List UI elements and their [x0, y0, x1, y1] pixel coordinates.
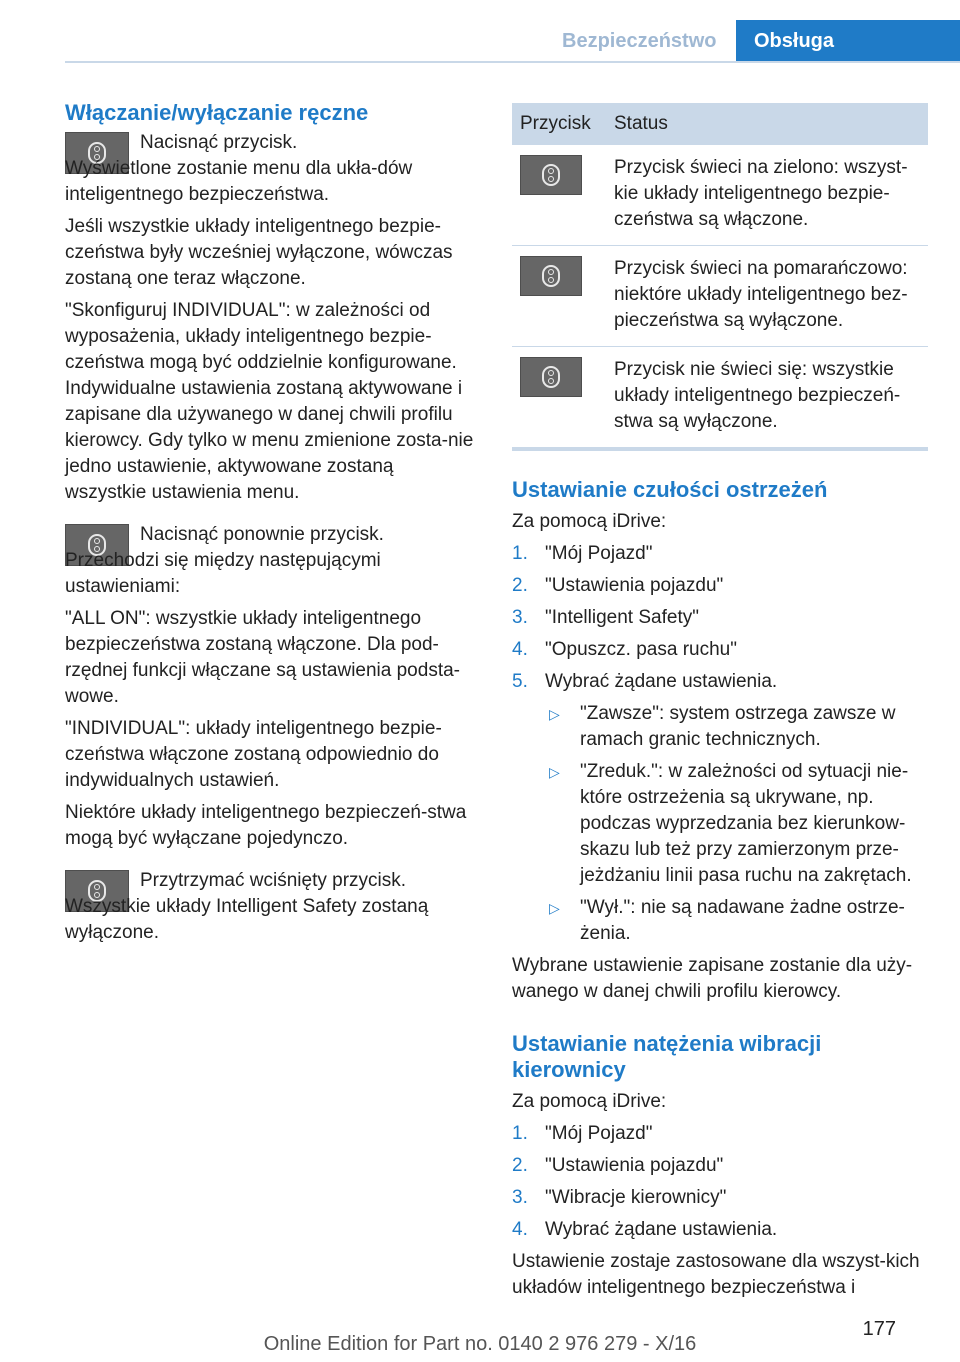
menu-shown-text: Wyświetlone zostanie menu dla ukła-dów inteligentnego bezpieczeństwa.	[65, 158, 413, 205]
table-header-status: Status	[606, 103, 928, 145]
all-off-text: Wszystkie układy Intelligent Safety zostaną wyłączone.	[65, 896, 429, 943]
list-item: 1. "Mój Pojazd"	[512, 1123, 653, 1144]
manual-toggle-heading: Włączanie/wyłączanie ręczne	[65, 100, 369, 125]
list-item: 2. "Ustawienia pojazdu"	[512, 1155, 724, 1176]
list-item: 2. "Ustawienia pojazdu"	[512, 575, 724, 596]
intelligent-safety-icon	[542, 265, 560, 287]
vibration-heading: Ustawianie natężenia wibracji kierownicy	[512, 1031, 822, 1082]
right-column	[512, 100, 928, 1307]
bullet-triangle-icon: ▷	[549, 900, 560, 916]
sensitivity-steps	[512, 541, 928, 695]
all-off-before-text: Jeśli wszystkie układy inteligentnego bezpie-czeństwa były wcześniej wyłączone, wówczas zostaną one teraz włączone.	[65, 216, 453, 289]
idrive-intro: Za pomocą iDrive:	[512, 1091, 667, 1112]
chapter-label: Obsługa	[754, 30, 835, 52]
list-item: 5. Wybrać żądane ustawienia.	[512, 671, 778, 692]
hold-button-text: Przytrzymać wciśnięty przycisk.	[140, 870, 407, 891]
status-green-text: Przycisk świeci na zielono: wszyst-kie układy inteligentnego bezpie-czeństwa są włączone.	[606, 145, 928, 246]
sensitivity-options	[545, 701, 928, 947]
list-item: 3. "Intelligent Safety"	[512, 607, 699, 628]
status-orange-text: Przycisk świeci na pomarańczowo: niektóre układy inteligentnego bez-pieczeństwa są wyłączone.	[606, 246, 928, 347]
press-again-text: Nacisnąć ponownie przycisk.	[140, 524, 384, 545]
header-chapter-tab	[736, 20, 960, 63]
all-on-text: "ALL ON": wszystkie układy inteligentnego bezpieczeństwa zostaną włączone. Dla pod-rzędnej funkcji włączane są ustawienia podsta-wowe.	[65, 608, 460, 707]
bullet-triangle-icon: ▷	[549, 764, 560, 780]
list-item: 3. "Wibracje kierownicy"	[512, 1187, 727, 1208]
saved-profile-text: Wybrane ustawienie zapisane zostanie dla uży-wanego w danej chwili profilu kierowcy.	[512, 955, 913, 1002]
configure-individual-text: "Skonfiguruj INDIVIDUAL": w zależności od wyposażenia, układy inteligentnego bezpie-czeństwa mogą być oddzielnie konfigurowane. Indywidualne ustawienia zostaną aktywowane i zapisane dla używanego w danej chwili profilu kierowcy. Gdy tylko w menu zmienione zosta-nie jedno ustawienie, aktywowane zostaną wszystkie ustawienia menu.	[65, 300, 474, 503]
table-row	[512, 145, 928, 246]
list-item: 1. "Mój Pojazd"	[512, 543, 653, 564]
single-off-text: Niektóre układy inteligentnego bezpieczeń-stwa mogą być wyłączane pojedynczo.	[65, 802, 467, 849]
press-button-text: Nacisnąć przycisk.	[140, 132, 298, 153]
button-off-image	[520, 357, 582, 397]
list-item: 4. "Opuszcz. pasa ruchu"	[512, 639, 737, 660]
list-item: ▷ "Wył.": nie są nadawane żadne ostrze-żenia.	[545, 895, 928, 947]
list-item: ▷ "Zreduk.": w zależności od sytuacji nie-które ostrzeżenia są ukrywane, np. podczas wyprzedzania bez kierunkow-skazu lub też przy zamierzonym prze-jeżdżaniu linii pasa ruchu na zakrętach.	[545, 759, 928, 889]
table-header-button: Przycisk	[512, 103, 606, 145]
status-off-text: Przycisk nie świeci się: wszystkie układy inteligentnego bezpieczeń-stwa są wyłączone.	[606, 347, 928, 450]
button-orange-image	[520, 256, 582, 296]
header-section-title: Bezpieczeństwo	[562, 30, 717, 52]
list-item: ▷ "Zawsze": system ostrzega zawsze w ramach granic technicznych.	[545, 701, 928, 753]
intelligent-safety-icon	[542, 366, 560, 388]
intelligent-safety-icon	[542, 164, 560, 186]
individual-text: "INDIVIDUAL": układy inteligentnego bezpie-czeństwa włączone zostaną odpowiednio do indywidualnych ustawień.	[65, 718, 442, 791]
button-status-table	[512, 103, 928, 451]
table-row	[512, 246, 928, 347]
table-row	[512, 347, 928, 450]
applies-all-text: Ustawienie zostaje zastosowane dla wszyst-kich układów inteligentnego bezpieczeństwa i	[512, 1251, 920, 1298]
bullet-triangle-icon: ▷	[549, 706, 560, 722]
vibration-steps	[512, 1121, 928, 1243]
footer-edition: Online Edition for Part no. 0140 2 976 279 - X/16	[263, 1333, 697, 1355]
page-number: 177	[862, 1318, 896, 1340]
warning-sensitivity-heading: Ustawianie czułości ostrzeżeń	[512, 477, 828, 502]
button-green-image	[520, 155, 582, 195]
cycle-settings-text: Przechodzi się między następującymi ustawieniami:	[65, 550, 381, 597]
idrive-intro: Za pomocą iDrive:	[512, 511, 667, 532]
table-header-row	[512, 103, 928, 145]
left-column	[65, 100, 477, 952]
header-divider	[65, 61, 960, 63]
list-item: 4. Wybrać żądane ustawienia.	[512, 1219, 778, 1240]
